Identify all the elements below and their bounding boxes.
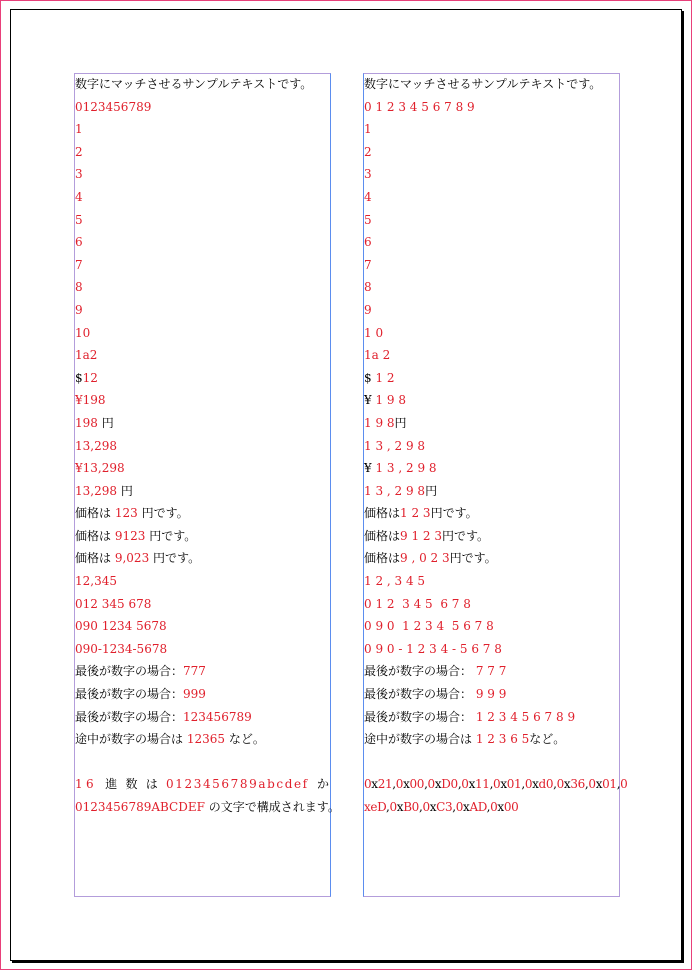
hex-token: ,: [521, 777, 525, 792]
left-blank: [75, 751, 333, 774]
right-yen-comma-line: [364, 457, 622, 480]
hex-token: AD: [469, 800, 487, 814]
left-mixed: 1a2: [75, 348, 98, 363]
price-number: 1 2 3: [400, 506, 431, 521]
right-ten: 1 0: [364, 325, 384, 340]
hex-token: 01: [602, 777, 617, 792]
hex-token: x: [463, 800, 470, 814]
hex-token: 0: [620, 777, 628, 792]
comma-en-unit: 円: [425, 483, 438, 498]
hex-token: 0: [389, 800, 397, 814]
hex-token: C3: [436, 800, 453, 814]
hex-token: xeD: [364, 800, 387, 814]
hex-token: 0: [490, 800, 498, 814]
right-dollar-line: [364, 367, 622, 390]
right-single-8: 8: [364, 280, 372, 295]
yen-comma-number: 1 3 , 2 9 8: [375, 461, 437, 476]
last-label: 最後が数字の場合：: [75, 687, 184, 702]
right-hex-line-2: [364, 796, 622, 819]
dollar-sign: $: [364, 370, 372, 385]
dollar-sign: $: [75, 370, 83, 385]
hex-token: 0: [588, 777, 596, 792]
right-single-1: 1: [364, 122, 372, 137]
price-suffix: 円です。: [449, 551, 497, 566]
right-mid: [364, 728, 622, 751]
last-number: 9 9 9: [475, 687, 507, 702]
hex-token: D0: [441, 777, 458, 792]
right-single-3: 3: [364, 167, 372, 182]
hex-token: x: [468, 777, 475, 792]
price-label: 価格は: [75, 528, 112, 543]
mid-suffix: など。: [228, 732, 265, 747]
hex-token: x: [563, 777, 571, 792]
left-single-9: 9: [75, 302, 83, 317]
last-label: 最後が数字の場合：: [364, 709, 473, 724]
last-number: 1 2 3 4 5 6 7 8 9: [475, 709, 576, 724]
hex-word-b: 数: [125, 777, 138, 792]
left-single-4: 4: [75, 189, 83, 204]
right-price-1: [364, 502, 622, 525]
en-number: 198: [75, 415, 98, 430]
right-single-9: 9: [364, 302, 372, 317]
last-number: 123456789: [183, 709, 252, 724]
price-number: 9 1 2 3: [400, 528, 442, 543]
hex-token: x: [595, 777, 603, 792]
comma-en-number: 1 3 , 2 9 8: [364, 483, 426, 498]
left-price-2: [75, 525, 333, 548]
hex-token: x: [396, 800, 404, 814]
mid-number: 12365: [186, 732, 226, 747]
hex-token: ,: [457, 777, 462, 792]
left-price-1: [75, 502, 333, 525]
left-phone-hyphen: 090-1234-5678: [75, 641, 168, 656]
price-suffix: 円です。: [141, 506, 189, 521]
right-single-5: 5: [364, 212, 372, 227]
right-last-3: [364, 706, 622, 729]
hex-token: 0: [422, 800, 430, 814]
left-single-8: 8: [75, 280, 83, 295]
last-label: 最後が数字の場合：: [75, 664, 184, 679]
left-ten: 10: [75, 325, 91, 340]
hex-token: ,: [424, 777, 428, 792]
right-comma-en-line: [364, 480, 622, 503]
hex-token: x: [497, 800, 504, 814]
hex-token: x: [532, 777, 539, 792]
left-phone-spaced: 090 1234 5678: [75, 619, 167, 634]
left-heading: 数字にマッチさせるサンプルテキストです。: [75, 77, 313, 91]
last-number: 777: [183, 664, 206, 679]
last-label: 最後が数字の場合：: [364, 687, 473, 702]
hex-word-c: は: [145, 777, 158, 792]
hex-token: d0: [538, 777, 554, 792]
yen-sign: ¥: [364, 461, 372, 476]
hex-token: 0: [461, 777, 469, 792]
en-unit: 円: [394, 415, 407, 430]
hex-token: ,: [616, 777, 621, 792]
left-single-2: 2: [75, 144, 83, 159]
hex-token: ,: [392, 777, 396, 792]
right-digits: 0 1 2 3 4 5 6 7 8 9: [364, 99, 475, 114]
hex-token: 0: [556, 777, 564, 792]
hex-token: 0: [524, 777, 533, 792]
hex-token: B0: [403, 800, 419, 814]
right-blank: [364, 751, 622, 774]
hex-digits-upper: 0123456789ABCDEF: [75, 800, 205, 814]
yen-number: 1 9 8: [375, 393, 407, 408]
hex-token: ,: [584, 777, 589, 792]
price-number: 9,023: [114, 551, 150, 566]
last-number: 7 7 7: [475, 664, 507, 679]
right-single-6: 6: [364, 235, 372, 250]
hex-token: 21: [377, 777, 393, 792]
left-spaced-number: 012 345 678: [75, 596, 152, 611]
left-single-1: 1: [75, 122, 83, 137]
left-comma-en-line: [75, 480, 333, 503]
mid-number: 1 2 3 6 5: [475, 732, 530, 747]
hex-token: 00: [503, 800, 519, 814]
left-12345: 12,345: [75, 574, 117, 589]
price-suffix: 円です。: [149, 528, 197, 543]
hex-token: 36: [570, 777, 585, 792]
left-column: [75, 73, 340, 819]
right-price-3: [364, 547, 622, 570]
right-comma-number: 1 3 , 2 9 8: [364, 438, 426, 453]
hex-token: 0: [427, 777, 435, 792]
right-phone-hyphen: 0 9 0 - 1 2 3 4 - 5 6 7 8: [364, 641, 502, 656]
hex-token: x: [429, 800, 437, 814]
left-yen-comma: ¥13,298: [75, 461, 125, 476]
right-last-1: [364, 660, 622, 683]
hex-word-a: 進: [105, 777, 118, 792]
hex-token: 11: [475, 777, 490, 792]
right-spaced-number: 0 1 2 3 4 5 6 7 8: [364, 596, 471, 611]
price-suffix: 円です。: [430, 506, 478, 521]
right-single-7: 7: [364, 257, 372, 272]
hex-token: x: [500, 777, 507, 792]
left-digits: 0123456789: [75, 99, 152, 114]
hex-token: 0: [395, 777, 404, 792]
hex-suffix: の文字で構成されます。: [208, 800, 340, 814]
hex-token: 00: [409, 777, 425, 792]
left-single-3: 3: [75, 167, 83, 182]
hex-word-end: か: [316, 777, 329, 792]
right-single-2: 2: [364, 144, 372, 159]
right-en-line: [364, 412, 622, 435]
right-phone-spaced: 0 9 0 1 2 3 4 5 6 7 8: [364, 619, 494, 634]
mid-label: 途中が数字の場合は: [75, 732, 184, 747]
price-number: 9123: [114, 528, 146, 543]
hex-token: 0: [493, 777, 501, 792]
hex-token: 01: [506, 777, 522, 792]
mid-label: 途中が数字の場合は: [364, 732, 473, 747]
left-single-7: 7: [75, 257, 83, 272]
comma-en-number: 13,298: [75, 483, 117, 498]
price-suffix: 円です。: [153, 551, 201, 566]
en-number: 1 9 8: [364, 415, 395, 430]
hex-token: ,: [489, 777, 494, 792]
left-last-3: [75, 706, 333, 729]
left-single-6: 6: [75, 235, 83, 250]
left-hex-line-1: [75, 773, 329, 796]
last-number: 999: [183, 687, 206, 702]
hex-token: 0: [364, 777, 372, 792]
left-price-3: [75, 547, 333, 570]
right-last-2: [364, 683, 622, 706]
hex-token: ,: [386, 800, 390, 814]
mid-suffix: など。: [529, 732, 566, 747]
right-price-2: [364, 525, 622, 548]
comma-en-unit: 円: [120, 483, 133, 498]
right-mixed: 1a 2: [364, 348, 391, 363]
hex-token: ,: [418, 800, 423, 814]
right-yen-line: [364, 389, 622, 412]
yen-sign: ¥: [364, 393, 372, 408]
hex-token: 0: [455, 800, 464, 814]
price-label: 価格は: [75, 551, 112, 566]
hex-token: ,: [553, 777, 557, 792]
price-number: 9 , 0 2 3: [400, 551, 450, 566]
last-label: 最後が数字の場合：: [364, 664, 473, 679]
dollar-number: 1 2: [375, 370, 395, 385]
left-last-1: [75, 660, 333, 683]
hex-token: ,: [452, 800, 456, 814]
price-number: 123: [114, 506, 138, 521]
price-label: 価格は: [364, 551, 401, 566]
dollar-number: 12: [82, 370, 98, 385]
right-hex-line-1: [364, 773, 628, 796]
en-unit: 円: [101, 415, 114, 430]
price-label: 価格は: [364, 506, 401, 521]
price-label: 価格は: [75, 506, 112, 521]
price-label: 価格は: [364, 528, 401, 543]
hex-token: ,: [486, 800, 491, 814]
left-mid: [75, 728, 333, 751]
left-hex-line-2: [75, 796, 340, 819]
right-single-4: 4: [364, 189, 372, 204]
left-yen-number: ¥198: [75, 393, 106, 408]
left-en-line: [75, 412, 333, 435]
price-suffix: 円です。: [442, 528, 490, 543]
left-dollar-line: [75, 367, 333, 390]
hex-16: 16: [75, 777, 98, 792]
hex-token: x: [434, 777, 442, 792]
left-single-5: 5: [75, 212, 83, 227]
left-comma-number: 13,298: [75, 438, 117, 453]
left-last-2: [75, 683, 333, 706]
right-heading: 数字にマッチさせるサンプルテキストです。: [364, 77, 602, 91]
right-12345: 1 2 , 3 4 5: [364, 574, 426, 589]
hex-token: x: [371, 777, 378, 792]
hex-token: x: [403, 777, 410, 792]
last-label: 最後が数字の場合：: [75, 709, 184, 724]
hex-digits-lower: 0123456789abcdef: [166, 777, 309, 792]
right-column: [364, 73, 628, 819]
